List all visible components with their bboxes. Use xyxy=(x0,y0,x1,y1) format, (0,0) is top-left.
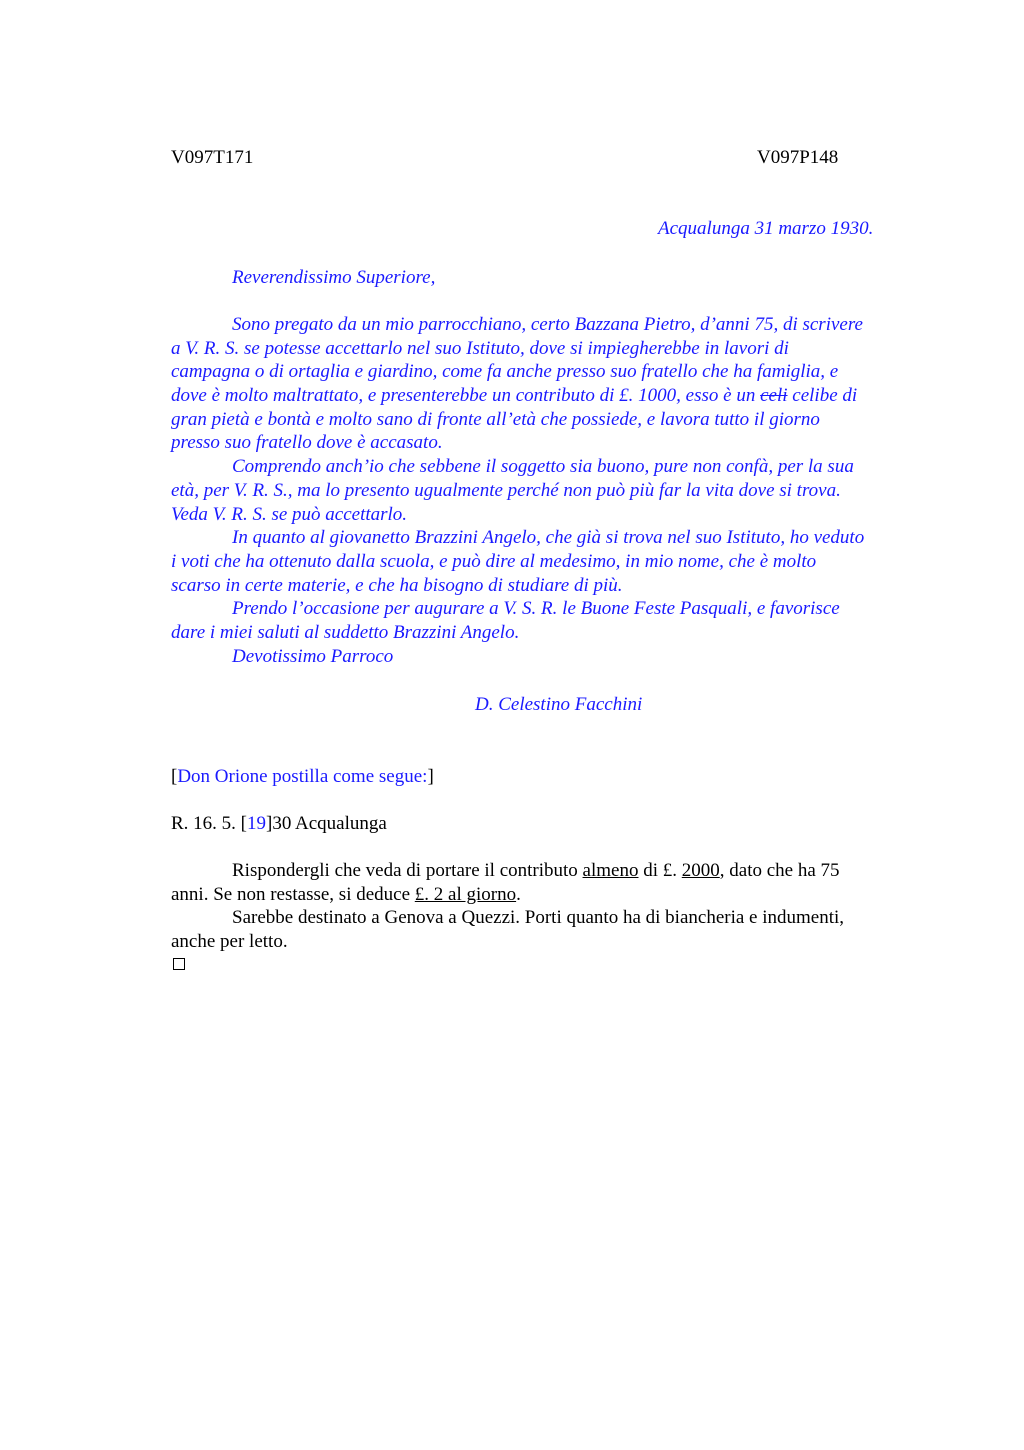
reply-line-1-start: Rispondergli che veda di portare il contributo xyxy=(232,860,583,881)
paragraph-1-line-1: Sono pregato da un mio parrocchiano, certo Bazzana Pietro, d’anni 75, di scrivere xyxy=(232,314,863,335)
reply-reference-start: R. 16. 5. [ xyxy=(171,813,247,834)
archive-code-right: V097P148 xyxy=(757,147,839,168)
letter-signature: D. Celestino Facchini xyxy=(475,694,643,715)
paragraph-3-line-1: In quanto al giovanetto Brazzini Angelo, che già si trova nel suo Istituto, ho veduto xyxy=(232,527,865,549)
letter-closing: Devotissimo Parroco xyxy=(232,645,394,667)
paragraph-3-line-2: i voti che ha ottenuto dalla scuola, e può dire al medesimo, in mio nome, che è molto xyxy=(171,550,817,572)
reply-line-3: Sarebbe destinato a Genova a Quezzi. Porti quanto ha di biancheria e indumenti, xyxy=(232,907,845,929)
annotation-intro xyxy=(171,765,434,789)
reply-line-1-mid: di £. xyxy=(638,860,682,881)
reply-line-2-start: anni. Se non restasse, si deduce xyxy=(171,883,415,905)
paragraph-1-line-4 xyxy=(171,384,923,408)
letter-date: Acqualunga 31 marzo 1930. xyxy=(658,218,874,239)
paragraph-1-line-4-end: celibe di xyxy=(787,385,858,407)
letter-salutation: Reverendissimo Superiore, xyxy=(232,267,436,288)
reply-line-1 xyxy=(171,859,923,883)
reply-reference-end: ]30 Acqualunga xyxy=(266,813,387,834)
bracket-close: ] xyxy=(427,766,434,787)
paragraph-3-line-3: scarso in certe materie, e che ha bisogno di studiare di più. xyxy=(171,574,623,596)
reply-line-4: anche per letto. xyxy=(171,931,288,953)
paragraph-1-line-2: a V. R. S. se potesse accettarlo nel suo Istituto, dove si impiegherebbe in lavori di xyxy=(171,337,789,359)
paragraph-1-line-5: gran pietà e bontà e molto sano di fronte all’età che possiede, e lavora tutto il giorno xyxy=(171,408,820,430)
underlined-amount: 2000 xyxy=(681,860,720,881)
letter-body xyxy=(171,313,923,668)
annotation-intro-text: Don Orione postilla come segue: xyxy=(177,766,428,787)
paragraph-2-line-3: Veda V. R. S. se può accettarlo. xyxy=(171,503,408,525)
underlined-almeno: almeno xyxy=(582,860,639,881)
struck-word: celi xyxy=(760,385,788,407)
archive-code-left: V097T171 xyxy=(171,147,254,168)
reply-line-2 xyxy=(171,883,923,907)
reply-body xyxy=(171,859,923,954)
reply-reference-year: 19 xyxy=(247,813,266,834)
bracket-open: [ xyxy=(171,766,178,787)
paragraph-4-line-2: dare i miei saluti al suddetto Brazzini Angelo. xyxy=(171,621,520,643)
paragraph-1-line-3: campagna o di ortaglia e giardino, come fa anche presso suo fratello che ha famiglia, e xyxy=(171,361,839,383)
underlined-daily-rate: £. 2 al giorno xyxy=(414,883,517,905)
paragraph-1-line-4-start: dove è molto maltrattato, e presenterebbe un contributo di £. 1000, esso è un xyxy=(171,385,761,407)
paragraph-2-line-2: età, per V. R. S., ma lo presento ugualmente perché non può più far la vita dove si trova. xyxy=(171,479,841,501)
paragraph-4-line-1: Prendo l’occasione per augurare a V. S. R. le Buone Feste Pasquali, e favorisce xyxy=(232,598,840,620)
paragraph-2-line-1: Comprendo anch’io che sebbene il soggetto sia buono, pure non confà, per la sua xyxy=(232,456,854,478)
reply-line-1-end: , dato che ha 75 xyxy=(719,860,840,881)
reply-reference xyxy=(171,812,387,836)
end-square-icon xyxy=(173,958,185,970)
paragraph-1-line-6: presso suo fratello dove è accasato. xyxy=(171,432,443,454)
reply-line-2-end: . xyxy=(516,883,521,905)
